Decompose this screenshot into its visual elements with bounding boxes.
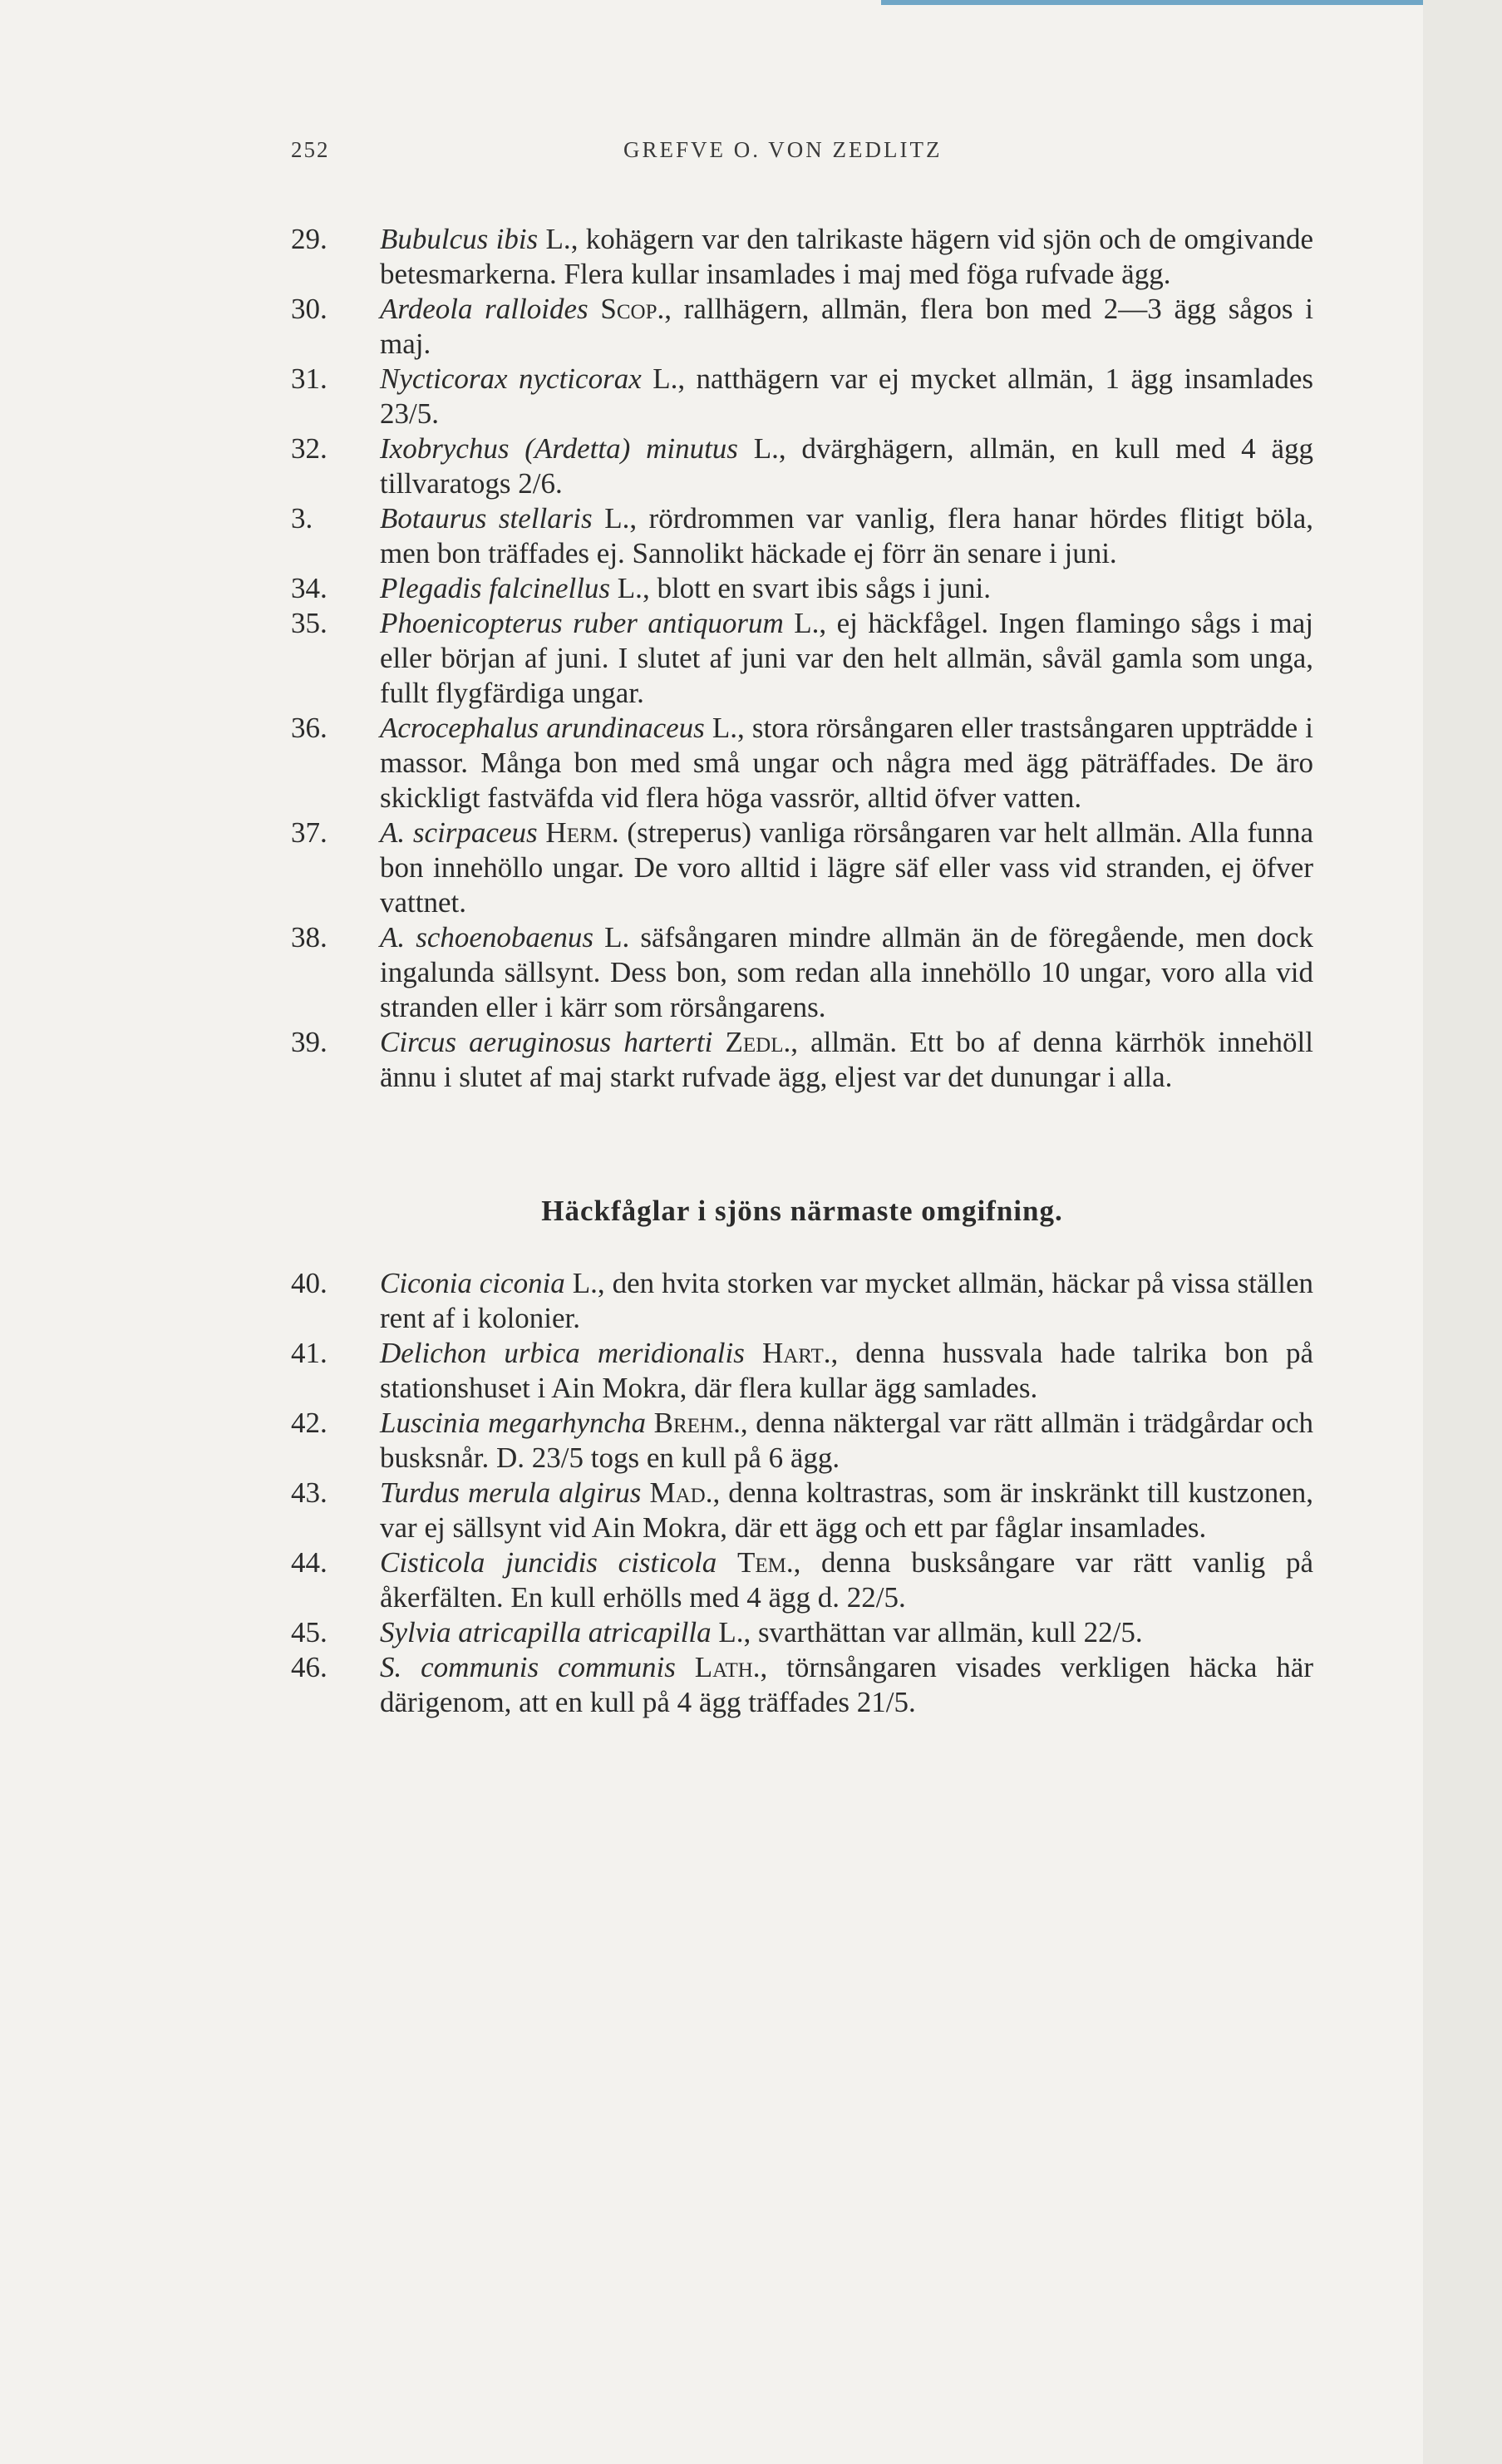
entry-text: , stora rörsångaren eller trastsångaren uppträdde i massor. Många bon med små ungar och några med ägg päträffades. De äro skickligt fastväfda vid flera höga vassrör, alltid öfver vatten.	[380, 712, 1314, 814]
species-author: Hart.	[761, 1337, 831, 1369]
entry-number: 44.	[291, 1546, 327, 1579]
entry-number: 46.	[291, 1651, 327, 1683]
entry-number: 29.	[291, 223, 327, 255]
species-entry	[291, 606, 1313, 711]
species-entry	[291, 362, 1313, 431]
entry-text: , blott en svart ibis sågs i juni.	[642, 572, 991, 604]
species-entry	[291, 1545, 1313, 1615]
entry-number: 34.	[291, 572, 327, 604]
entry-number: 36.	[291, 712, 327, 744]
entry-text: , denna busksångare var rätt vanlig på åkerfälten. En kull erhölls med 4 ägg d. 22/5.	[380, 1546, 1314, 1614]
species-name: Sylvia atricapilla atricapilla	[380, 1616, 712, 1648]
species-name: Ardeola ralloides	[380, 293, 588, 325]
entry-number: 32.	[291, 432, 327, 465]
species-entry	[291, 222, 1313, 292]
entry-number: 43.	[291, 1476, 327, 1509]
species-entry	[291, 1476, 1313, 1545]
species-author: L.	[653, 362, 678, 395]
species-author: Mad.	[649, 1476, 713, 1509]
species-author: L.	[718, 1616, 744, 1648]
species-name: A. schoenobaenus	[380, 921, 594, 954]
species-entry	[291, 1025, 1313, 1095]
entry-text: , allmän. Ett bo af denna kärrhök innehöll ännu i slutet af maj starkt rufvade ägg, eljest var det dunungar i alla.	[380, 1026, 1313, 1093]
species-list-2	[291, 1266, 1313, 1720]
entry-text: säfsångaren mindre allmän än de föregående, men dock ingalunda sällsynt. Dess bon, som redan alla innehöllo 10 ungar, voro alla vid stranden eller i kärr som rörsångarens.	[380, 921, 1314, 1023]
species-name: Cisticola juncidis cisticola	[380, 1546, 717, 1579]
entry-text: , svarthättan var allmän, kull 22/5.	[743, 1616, 1143, 1648]
species-entry	[291, 1615, 1313, 1650]
species-name: Ixobrychus (Ardetta) minutus	[380, 432, 738, 465]
entry-text: , rallhägern, allmän, flera bon med 2—3 ägg sågos i maj.	[380, 293, 1313, 360]
species-name: Nycticorax nycticorax	[380, 362, 642, 395]
scan-top-strip	[881, 0, 1463, 5]
species-entry	[291, 816, 1313, 920]
entry-text: , ej häckfågel. Ingen flamingo sågs i maj eller början af juni. I slutet af juni var den helt allmän, såväl gamla som unga, fullt flygfärdiga ungar.	[380, 607, 1314, 709]
species-entry	[291, 1336, 1313, 1406]
species-author: L.	[753, 432, 779, 465]
entry-number: 38.	[291, 921, 327, 954]
entry-number: 35.	[291, 607, 327, 639]
species-name: Turdus merula algirus	[380, 1476, 642, 1509]
species-name: A. scirpaceus	[380, 816, 538, 849]
entry-number: 45.	[291, 1616, 327, 1648]
species-entry	[291, 920, 1313, 1025]
species-name: Luscinia megarhyncha	[380, 1407, 647, 1439]
species-author: L.	[794, 607, 820, 639]
species-author: L.	[712, 712, 738, 744]
entry-text: , den hvita storken var mycket allmän, häckar på vissa ställen rent af i kolonier.	[380, 1267, 1313, 1334]
entry-text: , denna koltrastras, som är inskränkt till kustzonen, var ej sällsynt vid Ain Mokra, där ett ägg och ett par fåglar insamlades.	[380, 1476, 1313, 1544]
species-name: Ciconia ciconia	[380, 1267, 565, 1299]
species-entry	[291, 711, 1313, 816]
entry-text: , rördrommen var vanlig, flera hanar hördes flitigt böla, men bon träffades ej. Sannolikt häckade ej förr än senare i juni.	[380, 502, 1314, 569]
scan-margin	[1423, 0, 1502, 2464]
entry-number: 39.	[291, 1026, 327, 1058]
page-number: 252	[291, 137, 330, 162]
species-author: Lath.	[694, 1651, 761, 1683]
species-entry	[291, 1650, 1313, 1720]
species-name: Acrocephalus arundinaceus	[380, 712, 705, 744]
species-name: S. communis communis	[380, 1651, 676, 1683]
entry-number: 31.	[291, 362, 327, 395]
entry-text: (streperus) vanliga rörsångaren var helt allmän. Alla funna bon innehöllo ungar. De voro alltid i lägre säf eller vass vid stranden, ej öfver vattnet.	[380, 816, 1314, 919]
species-author: L.	[604, 921, 630, 954]
entry-text: , kohägern var den talrikaste hägern vid sjön och de omgivande betesmarkerna. Flera kullar insamlades i maj med föga rufvade ägg.	[380, 223, 1314, 290]
page	[291, 137, 1313, 1720]
species-author: Tem.	[736, 1546, 794, 1579]
species-author: Brehm.	[653, 1407, 741, 1439]
species-author: L.	[617, 572, 643, 604]
entry-text: , denna näktergal var rätt allmän i trädgårdar och busksnår. D. 23/5 togs en kull på 6 ägg.	[380, 1407, 1314, 1474]
species-entry	[291, 1266, 1313, 1336]
species-name: Delichon urbica meridionalis	[380, 1337, 745, 1369]
section-heading: Häckfåglar i sjöns närmaste omgifning.	[541, 1195, 1063, 1227]
species-name: Circus aeruginosus harterti	[380, 1026, 713, 1058]
entry-text: , natthägern var ej mycket allmän, 1 ägg insamlades 23/5.	[380, 362, 1314, 430]
entry-number: 41.	[291, 1337, 327, 1369]
entry-number: 37.	[291, 816, 327, 849]
species-entry	[291, 571, 1313, 606]
entry-number: 40.	[291, 1267, 327, 1299]
species-author: L.	[572, 1267, 598, 1299]
species-author: Scop.	[600, 293, 665, 325]
page-header	[291, 137, 1313, 179]
species-list-1	[291, 222, 1313, 1095]
species-name: Bubulcus ibis	[380, 223, 539, 255]
species-author: Zedl.	[725, 1026, 791, 1058]
species-name: Plegadis falcinellus	[380, 572, 611, 604]
entry-text: , törnsångaren visades verkligen häcka här därigenom, att en kull på 4 ägg träffades 21/5.	[380, 1651, 1313, 1718]
species-author: L.	[604, 502, 630, 535]
species-entry	[291, 292, 1313, 362]
species-entry	[291, 431, 1313, 501]
entry-number: 42.	[291, 1407, 327, 1439]
species-entry	[291, 1406, 1313, 1476]
species-name: Botaurus stellaris	[380, 502, 593, 535]
running-title: GREFVE O. VON ZEDLITZ	[623, 137, 943, 162]
entry-number: 30.	[291, 293, 327, 325]
species-entry	[291, 501, 1313, 571]
entry-text: , denna hussvala hade talrika bon på stationshuset i Ain Mokra, där flera kullar ägg samlades.	[380, 1337, 1313, 1404]
entry-number: 3.	[291, 502, 313, 535]
species-author: Herm.	[545, 816, 619, 849]
species-author: L.	[545, 223, 571, 255]
entry-text: , dvärghägern, allmän, en kull med 4 ägg tillvaratogs 2/6.	[380, 432, 1313, 500]
species-name: Phoenicopterus ruber antiquorum	[380, 607, 784, 639]
